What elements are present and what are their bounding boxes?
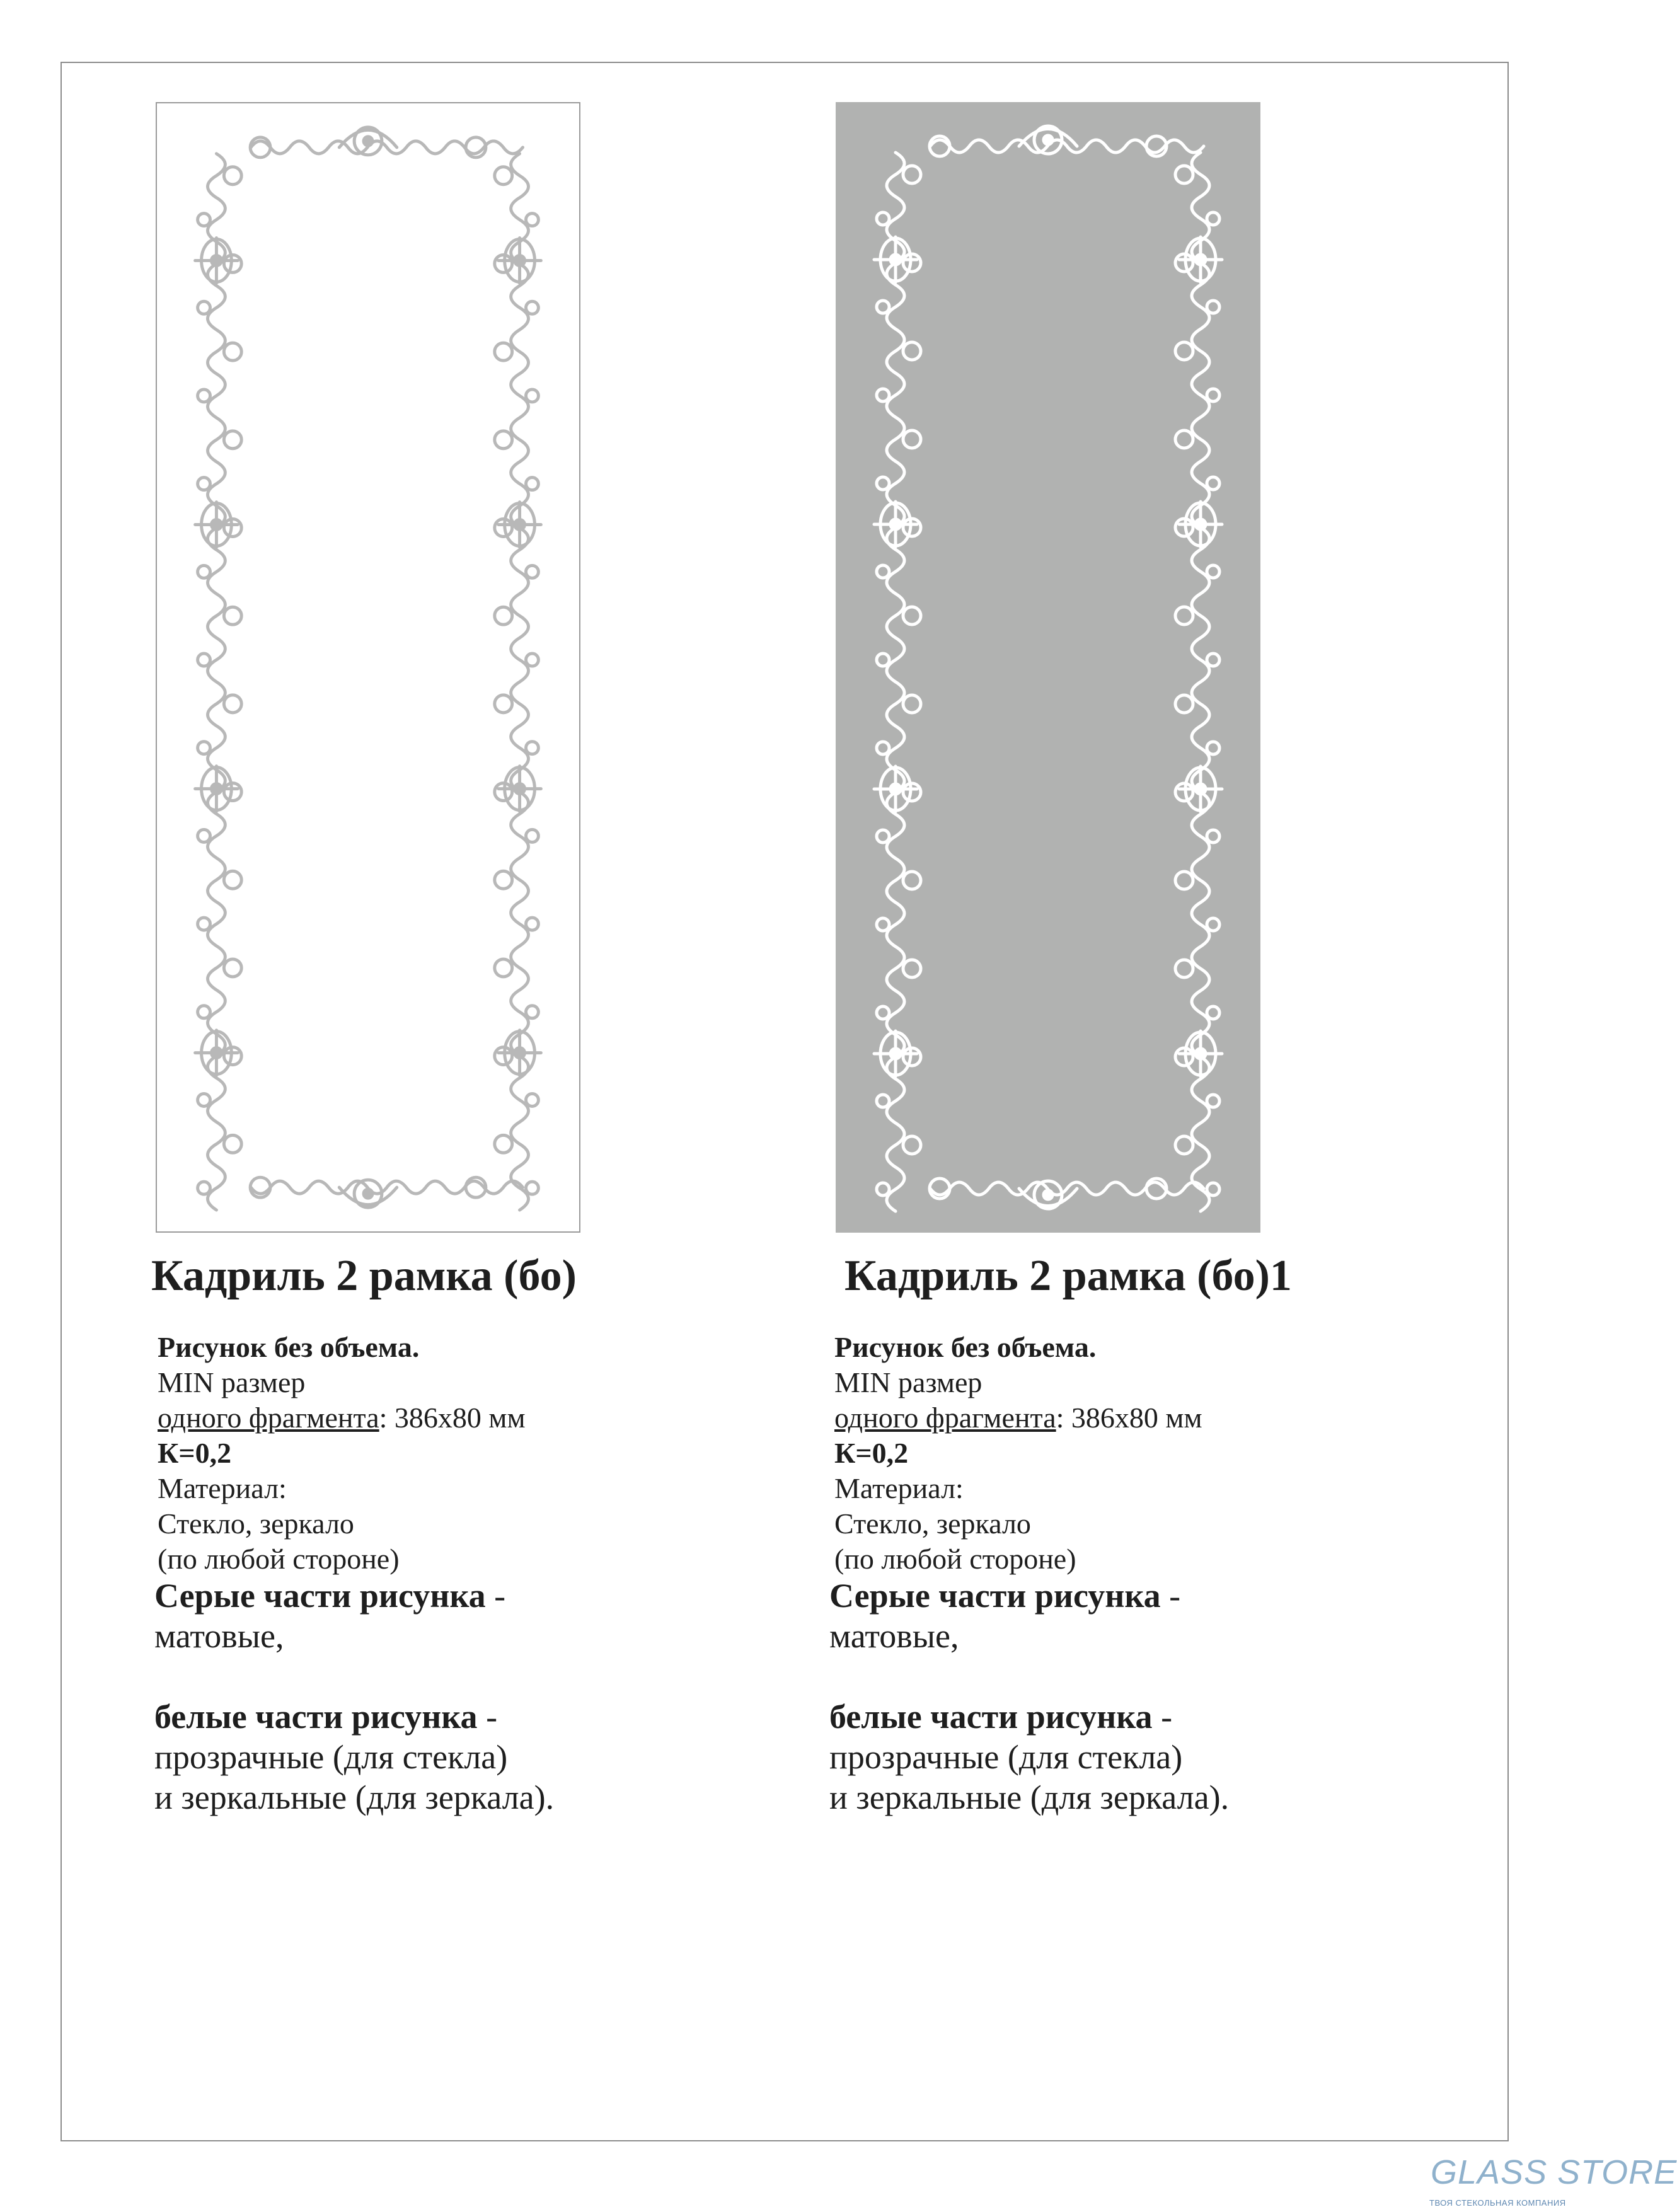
ornament-curl: [198, 214, 210, 226]
note-gray-dash: -: [485, 1577, 506, 1615]
ornament-curl: [526, 654, 539, 666]
ornament-curl: [1207, 1095, 1219, 1107]
ornament-curl: [198, 829, 210, 842]
ornament-fleuron-center: [890, 255, 901, 265]
ornament-curl: [903, 166, 921, 183]
ornament-curl: [1207, 742, 1219, 754]
ornament-fleuron-center: [1196, 519, 1206, 529]
ornament-curl: [198, 1093, 210, 1106]
ornament-curl: [1207, 1006, 1219, 1019]
ornament-curl: [903, 960, 921, 977]
spec-material-label: Материал:: [158, 1472, 287, 1504]
ornament-curl: [495, 167, 512, 185]
design-description-left: [151, 1252, 718, 1816]
ornament-curl: [526, 918, 539, 930]
ornament-curl: [495, 343, 512, 360]
ornament-curl: [1175, 872, 1193, 889]
ornament-curl: [198, 478, 210, 490]
ornament-curl: [1207, 830, 1219, 843]
ornament-fleuron-center: [1196, 255, 1206, 265]
ornament-curl: [1175, 430, 1193, 448]
design-title: Кадриль 2 рамка (бо)1: [844, 1252, 1292, 1300]
ornament-fleuron-center: [515, 784, 525, 794]
ornament-curl: [198, 918, 210, 930]
ornament-curl: [1175, 1136, 1193, 1154]
ornament-curl: [198, 1182, 210, 1194]
ornament-curl: [1207, 654, 1219, 666]
ornament-curl: [495, 431, 512, 449]
ornament-curl: [198, 301, 210, 314]
ornament-curl: [198, 1006, 210, 1018]
ornament-curl: [1207, 1183, 1219, 1195]
note-gray-dash: -: [1160, 1577, 1181, 1615]
note-white-dash: -: [1152, 1698, 1173, 1736]
ornament-curl: [903, 872, 921, 889]
ornament-curl: [877, 742, 889, 754]
spec-fragment-value: : 386х80 мм: [1056, 1402, 1202, 1434]
ornament-curl: [877, 212, 889, 225]
ornament-curl: [224, 431, 241, 449]
logo-tagline: ТВОЯ СТЕКОЛЬНАЯ КОМПАНИЯ: [1429, 2198, 1566, 2208]
ornament-fleuron-center: [515, 520, 525, 530]
spec-fragment-size: [158, 1400, 526, 1436]
ornament-curl: [526, 214, 539, 226]
ornament-fleuron-center: [211, 255, 221, 265]
note-white-mirror: и зеркальные (для зеркала).: [154, 1778, 555, 1816]
spec-material-note: (по любой стороне): [834, 1543, 1076, 1575]
spec-coefficient: К=0,2: [834, 1437, 909, 1469]
note-white-glass: прозрачные (для стекла): [829, 1738, 1183, 1776]
ornament-crest-dot: [1044, 135, 1052, 144]
spec-volume: Рисунок без объема.: [834, 1331, 1097, 1363]
ornament-curl: [495, 871, 512, 889]
note-white-parts: [829, 1696, 1229, 1817]
ornament-curl: [877, 1006, 889, 1019]
ornament-curl: [903, 607, 921, 625]
note-white-mirror: и зеркальные (для зеркала).: [829, 1778, 1230, 1816]
ornament-curl: [903, 342, 921, 360]
ornament-curl: [877, 1183, 889, 1195]
ornament-fleuron-center: [1196, 1049, 1206, 1059]
spec-fragment-label: одного фрагмента: [158, 1402, 379, 1434]
ornament-curl: [224, 607, 241, 625]
ornament-curl: [526, 565, 539, 578]
ornament-fleuron-center: [515, 1048, 525, 1058]
spec-fragment-value: : 386х80 мм: [379, 1402, 526, 1434]
note-gray-value: матовые,: [829, 1617, 959, 1655]
ornament-crest-dot: [1044, 1190, 1052, 1199]
ornament-curl: [224, 343, 241, 360]
glass-store-logo: [1422, 2153, 1677, 2209]
logo-wordmark: GLASS STORE: [1431, 2153, 1677, 2191]
note-gray-parts: [829, 1575, 1180, 1656]
ornament-fleuron-center: [890, 519, 901, 529]
spec-material-note: (по любой стороне): [158, 1543, 400, 1575]
ornament-curl: [198, 389, 210, 402]
ornament-crest-dot: [364, 137, 372, 146]
spec-fragment-label: одного фрагмента: [834, 1402, 1056, 1434]
ornament-curl: [877, 565, 889, 578]
ornament-curl: [903, 1136, 921, 1154]
ornament-curl: [1175, 960, 1193, 977]
ornament-curl: [526, 742, 539, 754]
design-title: Кадриль 2 рамка (бо): [151, 1252, 577, 1300]
design-description-right: [829, 1252, 1412, 1816]
ornament-crest-scroll: [251, 141, 522, 154]
ornament-curl: [526, 389, 539, 402]
ornament-curl: [1207, 389, 1219, 401]
ornament-curl: [198, 742, 210, 754]
ornament-curl: [877, 477, 889, 490]
note-white-parts: [154, 1696, 554, 1817]
ornament-curl: [903, 430, 921, 448]
ornament-curl: [1207, 477, 1219, 490]
note-white-dash: -: [477, 1698, 498, 1736]
ornament-curl: [224, 695, 241, 713]
ornament-curl: [1175, 607, 1193, 625]
ornament-curl: [1175, 695, 1193, 713]
spec-volume: Рисунок без объема.: [158, 1331, 420, 1363]
spec-block: [834, 1330, 1202, 1577]
ornament-curl: [526, 829, 539, 842]
design-preview-clear-ornament: [836, 102, 1260, 1233]
ornament-curl: [495, 1135, 512, 1153]
ornament-crest-scroll: [930, 1182, 1204, 1195]
ornament-curl: [1207, 565, 1219, 578]
design-preview-frosted-ornament: [156, 102, 580, 1233]
ornament-fleuron-center: [515, 255, 525, 265]
ornament-curl: [526, 478, 539, 490]
spec-coefficient: К=0,2: [158, 1437, 232, 1469]
ornament-fleuron-center: [211, 520, 221, 530]
ornament-curl: [877, 830, 889, 843]
note-white-label: белые части рисунка: [829, 1698, 1153, 1736]
spec-min-size-label: MIN размер: [158, 1366, 306, 1398]
ornament-curl: [1207, 212, 1219, 225]
note-gray-value: матовые,: [154, 1617, 284, 1655]
ornament-curl: [903, 695, 921, 713]
ornament-frame-left: [157, 103, 579, 1231]
note-white-label: белые части рисунка: [154, 1698, 478, 1736]
ornament-curl: [1207, 301, 1219, 313]
ornament-curl: [224, 167, 241, 185]
ornament-curl: [877, 301, 889, 313]
spec-material-label: Материал:: [834, 1472, 964, 1504]
ornament-curl: [1175, 342, 1193, 360]
ornament-curl: [526, 1182, 539, 1194]
ornament-curl: [526, 1093, 539, 1106]
note-gray-parts: [154, 1575, 505, 1656]
ornament-fleuron-center: [1196, 784, 1206, 794]
ornament-fleuron-center: [890, 784, 901, 794]
spec-material-value: Стекло, зеркало: [834, 1507, 1031, 1540]
ornament-curl: [224, 871, 241, 889]
ornament-crest-scroll: [930, 140, 1204, 153]
ornament-curl: [877, 389, 889, 401]
note-white-glass: прозрачные (для стекла): [154, 1738, 508, 1776]
ornament-curl: [1175, 166, 1193, 183]
ornament-fleuron-center: [211, 1048, 221, 1058]
ornament-fleuron-center: [211, 784, 221, 794]
ornament-crest-scroll: [251, 1181, 522, 1194]
ornament-curl: [1207, 918, 1219, 931]
ornament-curl: [877, 918, 889, 931]
ornament-crest-dot: [364, 1189, 372, 1198]
spec-fragment-size: [834, 1400, 1202, 1436]
note-gray-label: Серые части рисунка: [154, 1577, 486, 1615]
ornament-curl: [495, 607, 512, 625]
ornament-curl: [526, 301, 539, 314]
ornament-curl: [877, 654, 889, 666]
ornament-frame-right: [836, 102, 1260, 1233]
ornament-curl: [224, 959, 241, 977]
ornament-fleuron-center: [890, 1049, 901, 1059]
ornament-curl: [877, 1095, 889, 1107]
spec-block: [158, 1330, 526, 1577]
ornament-curl: [198, 654, 210, 666]
note-gray-label: Серые части рисунка: [829, 1577, 1161, 1615]
ornament-curl: [526, 1006, 539, 1018]
ornament-curl: [495, 695, 512, 713]
ornament-curl: [495, 959, 512, 977]
spec-min-size-label: MIN размер: [834, 1366, 983, 1398]
ornament-curl: [224, 1135, 241, 1153]
spec-material-value: Стекло, зеркало: [158, 1507, 354, 1540]
ornament-curl: [198, 565, 210, 578]
